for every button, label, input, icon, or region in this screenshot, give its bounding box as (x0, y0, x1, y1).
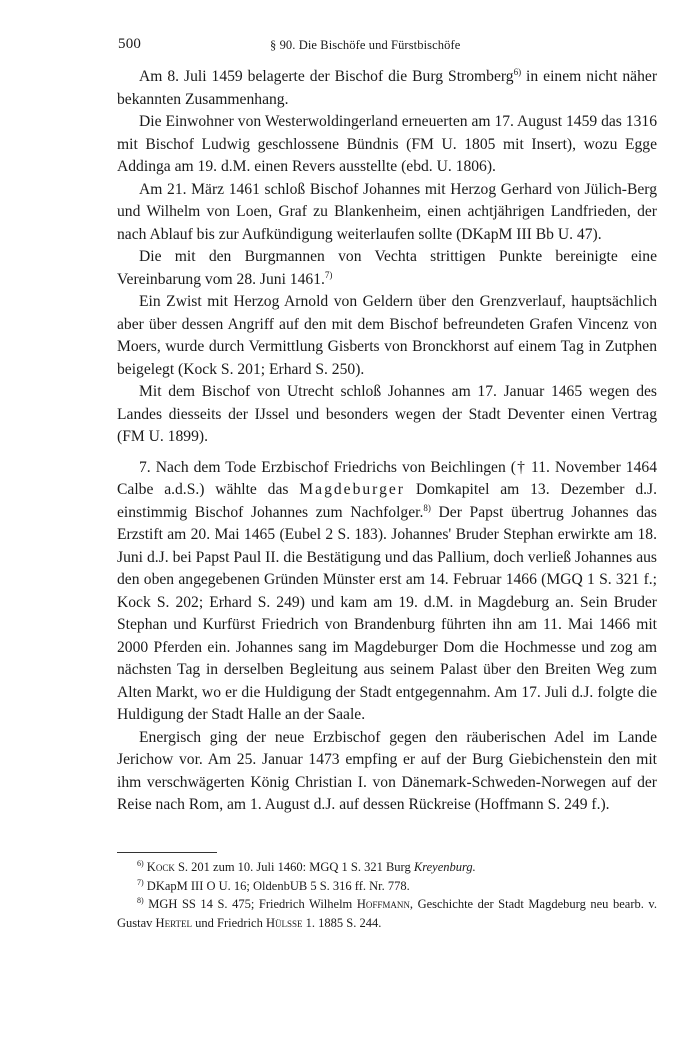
paragraph: Die mit den Burgmannen von Vechta strittigen Punkte bereinigte eine Vereinbarung vom 28. Juni 1461.$^{7)}$ (117, 248, 657, 288)
footnote: $^{6)}$ Kock S. 201 zum 10. Juli 1460: MGQ 1 S. 321 Burg Kreyenburg. (137, 858, 476, 874)
paragraph: Die Einwohner von Westerwoldingerland erneuerten am 17. August 1459 das 1316 mit Bischof Ludwig geschlossene Bündnis (FM U. 1805 mit Insert), wozu Egge Addinga am 19. d.M. einen Revers ausstellte (ebd. U. 1806). (117, 113, 657, 175)
paragraph: Energisch ging der neue Erzbischof gegen den räuberischen Adel im Lande Jerichow vor. Am 25. Januar 1473 empfing er auf der Burg Giebichenstein den mit ihm verschwägerten König Christian I. von Dänemark-Schweden-Norwegen auf der Reise nach Rom, am 1. August d.J. auf dessen Rückreise (Hoffmann S. 249 f.). (117, 728, 657, 813)
footnote-ref: 7) (324, 269, 333, 280)
footnote-ref: 8) (423, 502, 431, 513)
paragraph: 7. Nach dem Tode Erzbischof Friedrichs von Beichlingen († 11. November 1464 Calbe a.d.S.) wählte das Magdeburger Domkapitel am 13. Dezember d.J. einstimmig Bischof Johannes zum Nachfolger.$^{8)}$ Der Papst übertrug Johannes das Erzstift am 20. Mai 1465 (Eubel 2 S. 183). Johannes' Bruder Stephan erwirkte am 18. Juni d.J. bei Papst Paul II. die Bestätigung und das Pallium, doch verließ Johannes aus den oben angegebenen Gründen Münster erst am 14. Februar 1466 (MGQ 1 S. 321 f.; Kock S. 202; Erhard S. 249) und kam am 19. d.M. in Magdeburg an. Sein Bruder Stephan und Kurfürst Friedrich von Brandenburg führten ihn am 11. Mai 1466 mit 2000 Pferden ein. Johannes sang im Magdeburger Dom die Hochmesse und zog am nächsten Tag in derselben Begleitung aus seinem Palast über den Breiten Weg zum Alten Markt, wo er die Huldigung der Stadt entgegennahm. Am 17. Juli d.J. folgte die Huldigung der Stadt Halle an der Saale. (117, 458, 657, 723)
main-text (117, 66, 657, 817)
spaced-word: Magdeburger (299, 481, 405, 498)
footnote: $^{8)}$ MGH SS 14 S. 475; Friedrich Wilhelm Hoffmann, Geschichte der Stadt Magdeburg neu bearb. v. Gustav Hertel und Friedrich Hülße 1. 1885 S. 244. (117, 895, 657, 930)
running-head: § 90. Die Bischöfe und Fürstbischöfe (270, 38, 461, 52)
paragraph: Ein Zwist mit Herzog Arnold von Geldern über den Grenzverlauf, hauptsächlich aber über dessen Angriff auf den mit dem Bischof befreundeten Grafen Vincenz von Moers, wurde durch Vermittlung Gisberts von Bronckhorst auf einem Tag in Zutphen beigelegt (Kock S. 201; Erhard S. 250). (117, 293, 657, 378)
footnote-ref: 6) (513, 66, 522, 77)
footnote-divider (117, 852, 217, 853)
footnote: $^{7)}$ DKapM III O U. 16; OldenbUB 5 S. 316 ff. Nr. 778. (137, 877, 410, 893)
page-number: 500 (118, 36, 142, 52)
paragraph: Am 8. Juli 1459 belagerte der Bischof die Burg Stromberg$^{6)}$ in einem nicht näher bekannten Zusammenhang. (117, 66, 658, 108)
footnotes (117, 858, 657, 932)
paragraph: Mit dem Bischof von Utrecht schloß Johannes am 17. Januar 1465 wegen des Landes diesseits der IJssel und besonders wegen der Stadt Deventer einen Vertrag (FM U. 1899). (117, 383, 657, 445)
paragraph: Am 21. März 1461 schloß Bischof Johannes mit Herzog Gerhard von Jülich-Berg und Wilhelm von Loen, Graf zu Blankenheim, einen achtjährigen Landfrieden, der nach Ablauf bis zur Aufkündigung weiterlaufen sollte (DKapM III Bb U. 47). (117, 180, 657, 243)
